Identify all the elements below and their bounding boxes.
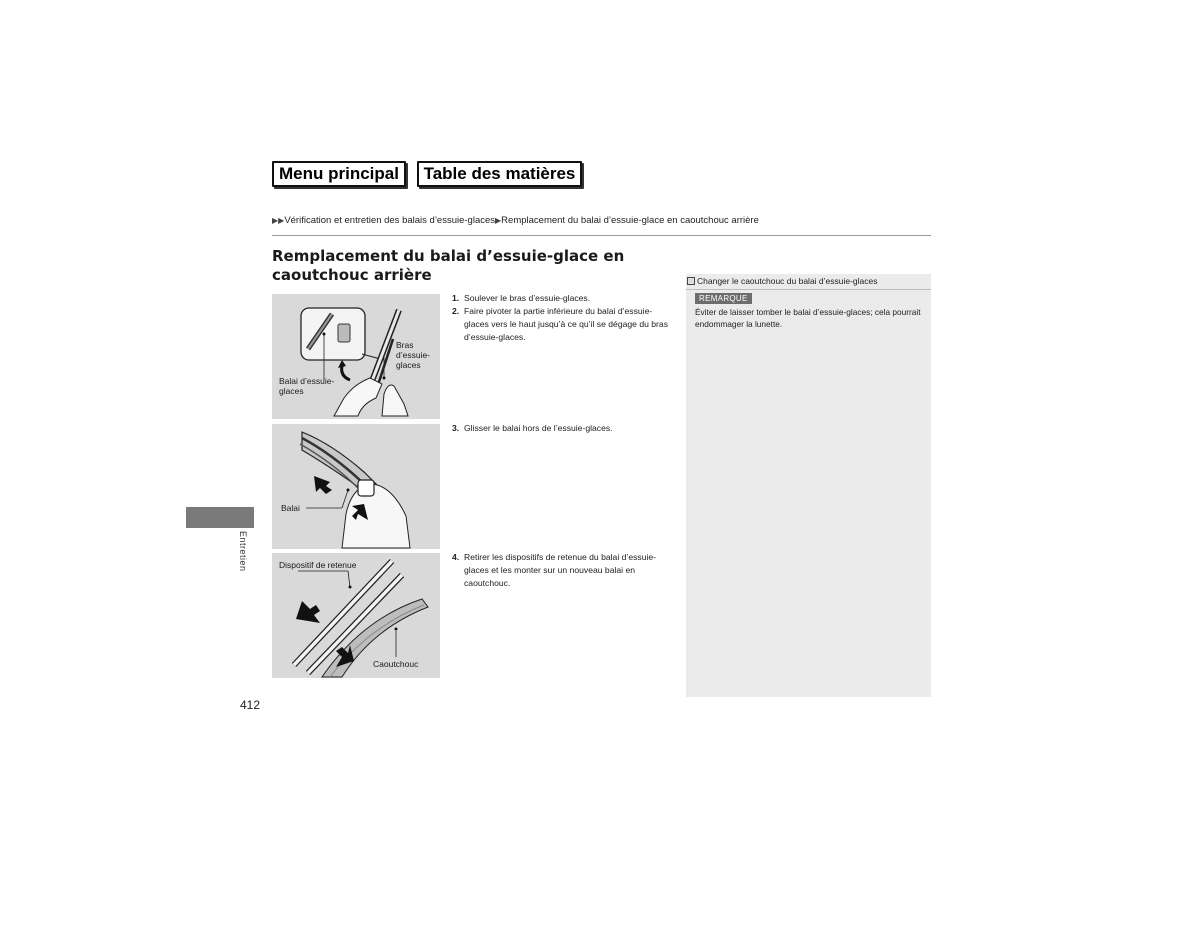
blade-label-line: glaces [279, 386, 304, 396]
arm-label-line: Bras [396, 340, 414, 350]
slide-blade-illustration [272, 424, 440, 549]
steps-group [452, 292, 676, 344]
blade-label: Balai [281, 503, 300, 513]
side-note-panel [686, 274, 931, 697]
chapter-label: Entretien [238, 531, 248, 572]
side-note-text: Éviter de laisser tomber le balai d’essuie-glaces; cela pourrait endommager la lunette. [695, 307, 921, 329]
breadcrumb-arrow-icon: ▶▶ [272, 216, 285, 225]
header-divider [272, 235, 931, 236]
breadcrumb-parent[interactable]: Vérification et entretien des balais d’essuie-glaces [284, 215, 496, 226]
step-text: Glisser le balai hors de l’essuie-glaces. [464, 423, 613, 433]
step-text: Soulever le bras d’essuie-glaces. [464, 293, 591, 303]
page-title-line: Remplacement du balai d’essuie-glace en [272, 247, 625, 265]
blade-label-line: Balai d’essuie- [279, 376, 335, 386]
step-text: Retirer les dispositifs de retenue du balai d’essuie-glaces et les monter sur un nouveau balai en caoutchouc. [464, 552, 657, 588]
step-item [452, 551, 676, 590]
breadcrumb [272, 215, 932, 226]
figure-lift-wiper-arm [272, 294, 440, 419]
wiper-arm-label [396, 340, 430, 370]
figure-slide-blade [272, 424, 440, 549]
main-menu-button[interactable]: Menu principal [272, 161, 406, 187]
blade-label [279, 376, 334, 396]
step-number: 3. [452, 423, 460, 433]
breadcrumb-current: Remplacement du balai d’essuie-glace en caoutchouc arrière [501, 215, 759, 226]
chapter-tab[interactable] [186, 507, 254, 528]
page-title [272, 247, 632, 285]
breadcrumb-arrow-icon: ▶ [495, 216, 502, 225]
steps-group [452, 551, 676, 590]
retainer-label: Dispositif de retenue [279, 560, 357, 570]
table-of-contents-button[interactable]: Table des matières [417, 161, 582, 187]
step-item [452, 292, 676, 305]
rubber-label: Caoutchouc [373, 659, 419, 669]
page-number: 412 [240, 698, 261, 712]
page-title-line: caoutchouc arrière [272, 266, 432, 284]
note-badge: REMARQUE [695, 293, 752, 304]
step-item [452, 422, 676, 435]
steps-group [452, 422, 676, 435]
arm-label-line: glaces [396, 360, 421, 370]
side-note-heading-text: Changer le caoutchouc du balai d’essuie-glaces [697, 276, 878, 286]
figure-retainers [272, 553, 440, 678]
step-number: 2. [452, 306, 460, 316]
step-number: 1. [452, 293, 460, 303]
side-note-heading [686, 274, 931, 290]
step-item [452, 305, 676, 344]
reference-icon [687, 277, 695, 285]
step-text: Faire pivoter la partie inférieure du balai d’essuie-glaces vers le haut jusqu’à ce qu’il se dégage du bras d’essuie-glaces. [464, 306, 668, 342]
arm-label-line: d’essuie- [396, 350, 431, 360]
step-number: 4. [452, 552, 460, 562]
